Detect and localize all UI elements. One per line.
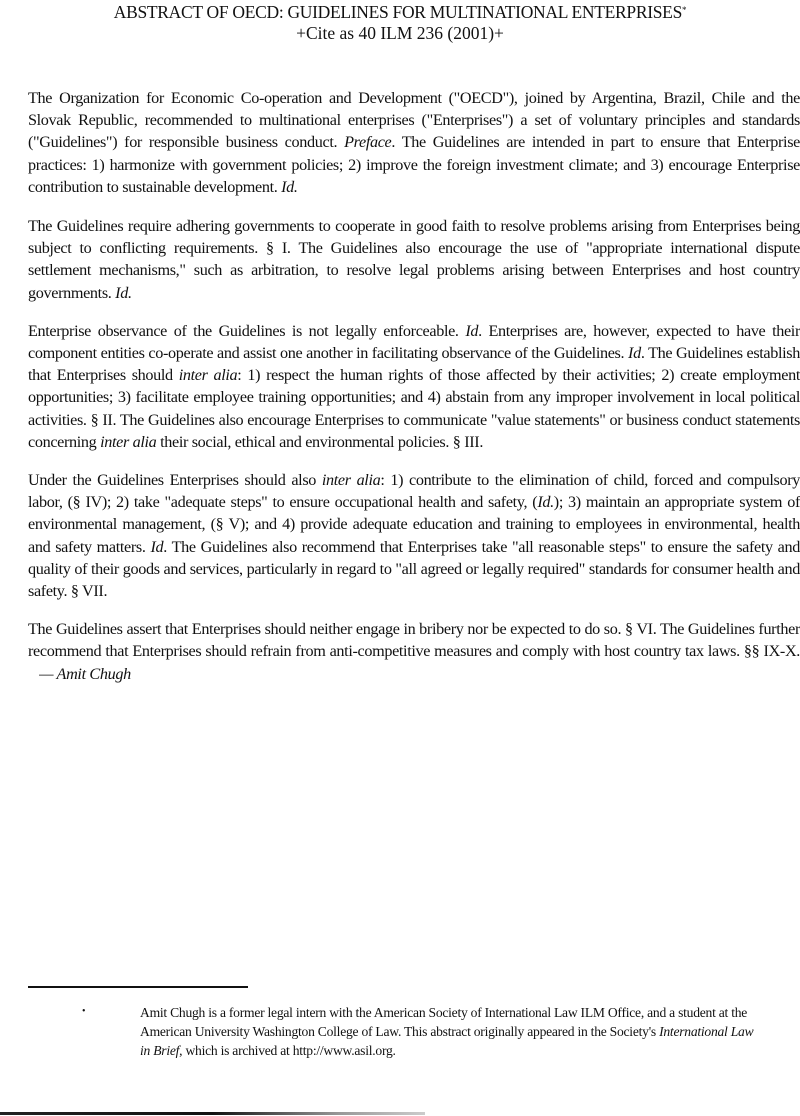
paragraph-text: their social, ethical and environmental policies. § III. <box>156 432 484 451</box>
author-signature: — Amit Chugh <box>28 664 131 683</box>
document-title <box>0 2 800 22</box>
italic-citation: Id <box>628 344 641 363</box>
paragraph-text: Under the Guidelines Enterprises should also <box>28 471 322 490</box>
italic-latin: inter alia <box>178 366 238 385</box>
paragraph-2 <box>28 215 800 304</box>
footnote-text: American University Washington College of Law. This abstract originally appeared in the Society's <box>140 1024 660 1039</box>
title-footnote-marker: * <box>682 5 687 15</box>
author-footnote <box>140 1003 800 1060</box>
paragraph-text: : 1) respect the human rights of those affected by their activities; 2) create employment opportunities; 3) facilitate employee training opportunities; and 4) abstain from any improper involvement in local political activities. § II. The Guidelines also encourage Enterprises to communicate "value statements" or business conduct statements concerning <box>28 366 800 451</box>
paragraph-text: The Guidelines require adhering governments to cooperate in good faith to resolve problems arising from Enterprises being subject to conflicting requirements. § I. The Guidelines also encourage the use of "appropriate international dispute settlement mechanisms," such as arbitration, to resolve legal problems arising between Enterprises and host country governments. <box>28 217 800 302</box>
paragraph-text: ); 3) maintain an appropriate system of environmental management, (§ V); and 4) provide adequate education and training to employees in environmental, health and safety matters. <box>28 493 800 556</box>
italic-citation: Id. <box>115 283 132 302</box>
publication-title: International Law <box>659 1024 754 1039</box>
italic-citation: Id. <box>537 493 554 512</box>
page-bottom-rule <box>0 1112 425 1115</box>
paragraph-text: The Guidelines assert that Enterprises should neither engage in bribery nor be expected to do so. § VI. The Guidelines further recommend that Enterprises should refrain from anti-competitive measures and comply with host country tax laws. §§ IX-X. <box>28 620 800 661</box>
footnote-line-3 <box>140 1041 800 1060</box>
footnote-line-1: Amit Chugh is a former legal intern with the American Society of International Law ILM Office, and a student at the <box>140 1005 748 1020</box>
paragraph-text: . Enterprises are, however, expected to have their component entities co-operate and assist one another in facilitating observance of the Guidelines. <box>28 321 800 363</box>
abstract-body <box>28 87 800 701</box>
italic-latin: inter alia <box>100 432 157 451</box>
paragraph-text: . The Guidelines are intended in part to ensure that Enterprise practices: 1) harmonize with government policies; 2) improve the foreign investment climate; and 3) encourage Enterprise contribution to sustainable development. <box>28 133 800 196</box>
paragraph-1 <box>28 87 800 198</box>
footnote-divider <box>28 986 248 988</box>
citation-line: +Cite as 40 ILM 236 (2001)+ <box>296 23 504 43</box>
italic-citation: Id. <box>281 177 298 196</box>
italic-latin: inter alia <box>321 471 381 490</box>
paragraph-text: . The Guidelines establish that Enterprises should <box>28 344 800 385</box>
paragraph-text: Enterprise observance of the Guidelines is not legally enforceable. <box>28 321 466 340</box>
title-text: ABSTRACT OF OECD: GUIDELINES FOR MULTINATIONAL ENTERPRISES <box>113 2 683 22</box>
italic-citation: Preface <box>344 133 392 152</box>
footnote-text: , which is archived at http://www.asil.org. <box>179 1043 396 1058</box>
paragraph-3 <box>28 320 800 453</box>
paragraph-text: . The Guidelines also recommend that Enterprises take "all reasonable steps" to ensure the safety and quality of their goods and services, particularly in regard to "all agreed or legally required" standards for consumer health and safety. § VII. <box>28 537 800 601</box>
paragraph-text: The Organization for Economic Co-operation and Development ("OECD"), joined by Argentina, Brazil, Chile and the Slovak Republic, recommended to multinational enterprises ("Enterprises") a set of voluntary principles and standards ("Guidelines") for responsible business conduct. <box>28 89 800 152</box>
paragraph-5 <box>28 618 800 685</box>
footnote-line-2 <box>140 1022 800 1041</box>
paragraph-4 <box>28 469 800 602</box>
footnote-marker: • <box>82 1006 86 1017</box>
paragraph-text: : 1) contribute to the elimination of child, forced and compulsory labor, (§ IV); 2) take "adequate steps" to ensure occupational health and safety, ( <box>28 471 800 512</box>
italic-citation: Id <box>150 537 164 556</box>
italic-citation: Id <box>465 321 479 340</box>
publication-title: in Brief <box>140 1043 180 1058</box>
